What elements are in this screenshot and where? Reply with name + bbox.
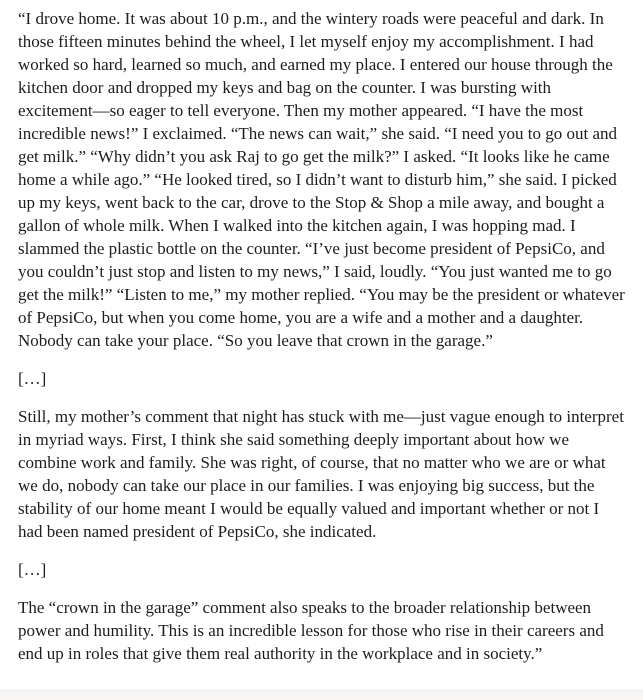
omission-marker-2: […] — [18, 560, 47, 579]
excerpt-paragraph-1: “I drove home. It was about 10 p.m., and the wintery roads were peaceful and dark. In those fifteen minutes behind the wheel, I let myself enjoy my accomplishment. I had worked so hard, learned so much, and earned my place. I entered our house through the kitchen door and dropped my keys and bag on the counter. I was bursting with excitement—so eager to tell everyone. Then my mother appeared. “I have the most incredible news!” I exclaimed. “The news can wait,” she said. “I need you to go out and get milk.” “Why didn’t you ask Raj to go get the milk?” I asked. “It looks like he came home a while ago.” “He looked tired, so I didn’t want to disturb him,” she said. I picked up my keys, went back to the car, drove to the Stop & Shop a mile away, and bought a gallon of whole milk. When I walked into the kitchen again, I was hopping mad. I slammed the plastic bottle on the counter. “I’ve just become president of PepsiCo, and you couldn’t just stop and listen to my news,” I said, loudly. “You just wanted me to go get the milk!” “Listen to me,” my mother replied. “You may be the president or whatever of PepsiCo, but when you come home, you are a wife and a mother and a daughter. Nobody can take your place. “So you leave that crown in the garage.” — [18, 9, 625, 350]
book-excerpt — [18, 7, 625, 665]
excerpt-paragraph-3: The “crown in the garage” comment also speaks to the broader relationship between power and humility. This is an incredible lesson for those who rise in their careers and end up in roles that give them real authority in the workplace and in society.” — [18, 598, 604, 663]
excerpt-paragraph-2: Still, my mother’s comment that night has stuck with me—just vague enough to interpret in myriad ways. First, I think she said something deeply important about how we combine work and family. She was right, of course, that no matter who we are or what we do, nobody can take our place in our families. I was enjoying big success, but the stability of our home meant I would be equally valued and important whether or not I had been named president of PepsiCo, she indicated. — [18, 407, 624, 541]
omission-marker-1: […] — [18, 369, 47, 388]
next-section-edge — [0, 690, 643, 700]
